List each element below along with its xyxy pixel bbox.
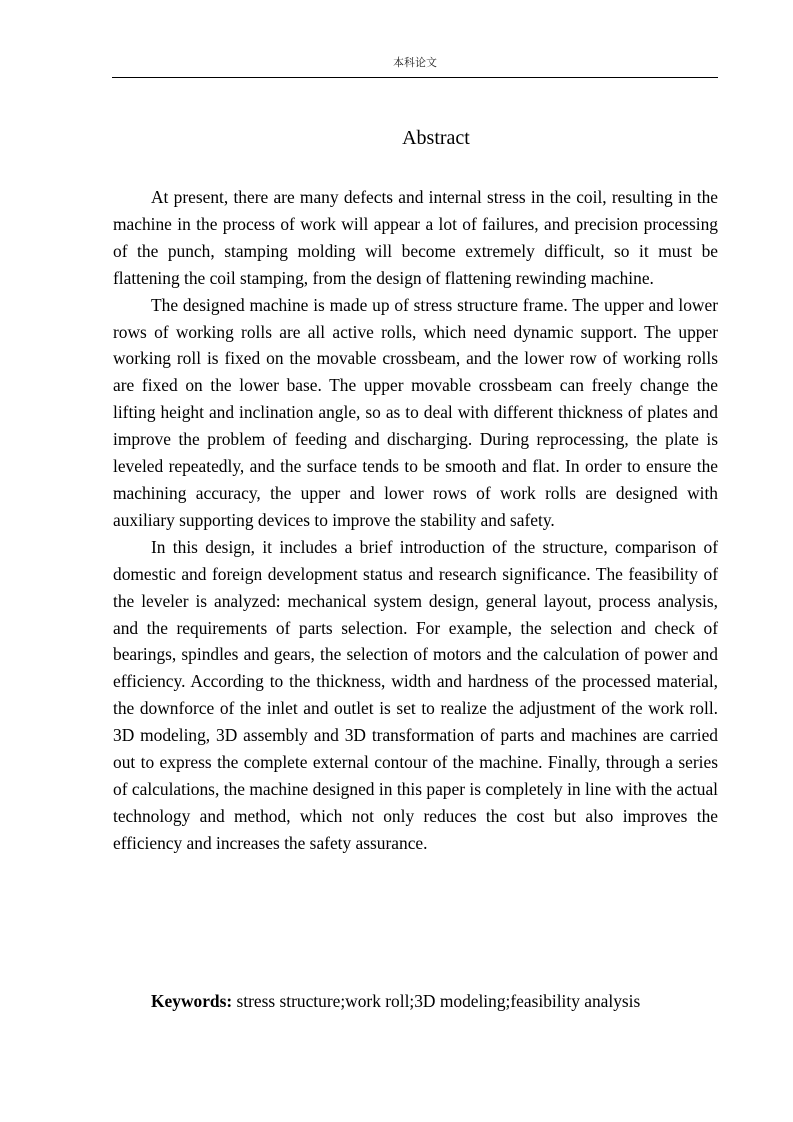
header-rule [112,77,718,78]
abstract-body [113,184,718,857]
abstract-paragraph-1: At present, there are many defects and internal stress in the coil, resulting in the machine in the process of work will appear a lot of failures, and precision processing of the punch, stamping molding will become extremely difficult, so it must be flattening the coil stamping, from the design of flattening rewinding machine. [113,187,718,288]
running-header: 本科论文 [393,56,437,69]
keywords-line [151,989,718,1013]
keywords-text: stress structure;work roll;3D modeling;feasibility analysis [232,991,641,1011]
abstract-paragraph-3: In this design, it includes a brief introduction of the structure, comparison of domestic and foreign development status and research significance. The feasibility of the leveler is analyzed: mechanical system design, general layout, process analysis, and the requirements of parts selection. For example, the selection and check of bearings, spindles and gears, the selection of motors and the calculation of power and efficiency. According to the thickness, width and hardness of the processed material, the downforce of the inlet and outlet is set to realize the adjustment of the work roll. 3D modeling, 3D assembly and 3D transformation of parts and machines are carried out to express the complete external contour of the machine. Finally, through a series of calculations, the machine designed in this paper is completely in line with the actual technology and method, which not only reduces the cost but also improves the efficiency and increases the safety assurance. [113,536,718,853]
abstract-paragraph-2: The designed machine is made up of stress structure frame. The upper and lower rows of working rolls are all active rolls, which need dynamic support. The upper working roll is fixed on the movable crossbeam, and the lower row of working rolls are fixed on the lower base. The upper movable crossbeam can freely change the lifting height and inclination angle, so as to deal with different thickness of plates and improve the problem of feeding and discharging. During reprocessing, the plate is leveled repeatedly, and the surface tends to be smooth and flat. In order to ensure the machining accuracy, the upper and lower rows of work rolls are designed with auxiliary supporting devices to improve the stability and safety. [113,294,718,530]
keywords-label: Keywords: [151,991,233,1011]
abstract-title: Abstract [402,127,470,149]
